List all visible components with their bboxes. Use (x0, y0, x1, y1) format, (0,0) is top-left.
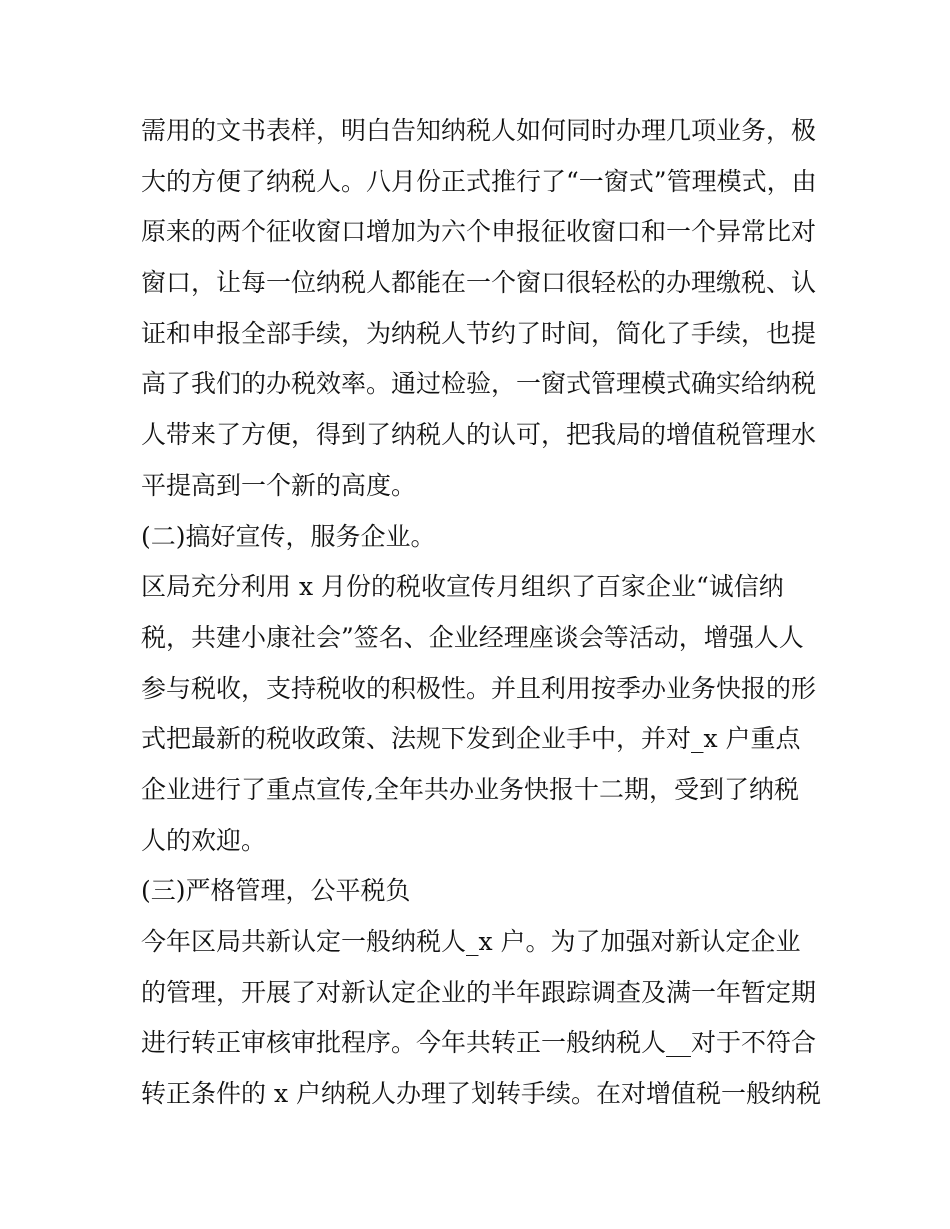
body-line: 转正条件的 x 户纳税人办理了划转手续。在对增值税一般纳税 (141, 1079, 821, 1109)
document-body (141, 106, 821, 1120)
body-line: 平提高到一个新的高度。 (141, 470, 417, 500)
body-line: 窗口，让每一位纳税人都能在一个窗口很轻松的办理缴税、认 (141, 268, 817, 298)
body-line: 人的欢迎。 (141, 825, 267, 855)
body-line: 原来的两个征收窗口增加为六个申报征收窗口和一个异常比对 (141, 217, 817, 247)
body-line: 人带来了方便，得到了纳税人的认可，把我局的增值税管理水 (141, 420, 817, 450)
body-line: 今年区局共新认定一般纳税人_x 户。为了加强对新认定企业 (141, 927, 801, 956)
body-line: 需用的文书表样，明白告知纳税人如何同时办理几项业务，极 (141, 116, 817, 145)
body-line: 企业进行了重点宣传,全年共办业务快报十二期，受到了纳税 (141, 774, 799, 804)
section-heading-2: (二)搞好宣传，服务企业。 (141, 521, 436, 551)
body-line: 参与税收，支持税收的积极性。并且利用按季办业务快报的形 (141, 673, 817, 703)
body-line: 式把最新的税收政策、法规下发到企业手中，并对_x 户重点 (141, 724, 801, 754)
body-line: 大的方便了纳税人。八月份正式推行了“一窗式”管理模式，由 (141, 166, 817, 196)
body-line: 税，共建小康社会”签名、企业经理座谈会等活动，增强人人 (141, 622, 804, 652)
body-line: 证和申报全部手续，为纳税人节约了时间，简化了手续，也提 (141, 318, 817, 348)
body-line: 高了我们的办税效率。通过检验，一窗式管理模式确实给纳税 (141, 369, 817, 399)
body-line: 的管理，开展了对新认定企业的半年跟踪调查及满一年暂定期 (141, 977, 817, 1007)
section-heading-3: (三)严格管理，公平税负 (141, 876, 411, 906)
body-line: 区局充分利用 x 月份的税收宣传月组织了百家企业“诚信纳 (141, 572, 784, 602)
body-line: 进行转正审核审批程序。今年共转正一般纳税人__对于不符合 (141, 1028, 817, 1058)
